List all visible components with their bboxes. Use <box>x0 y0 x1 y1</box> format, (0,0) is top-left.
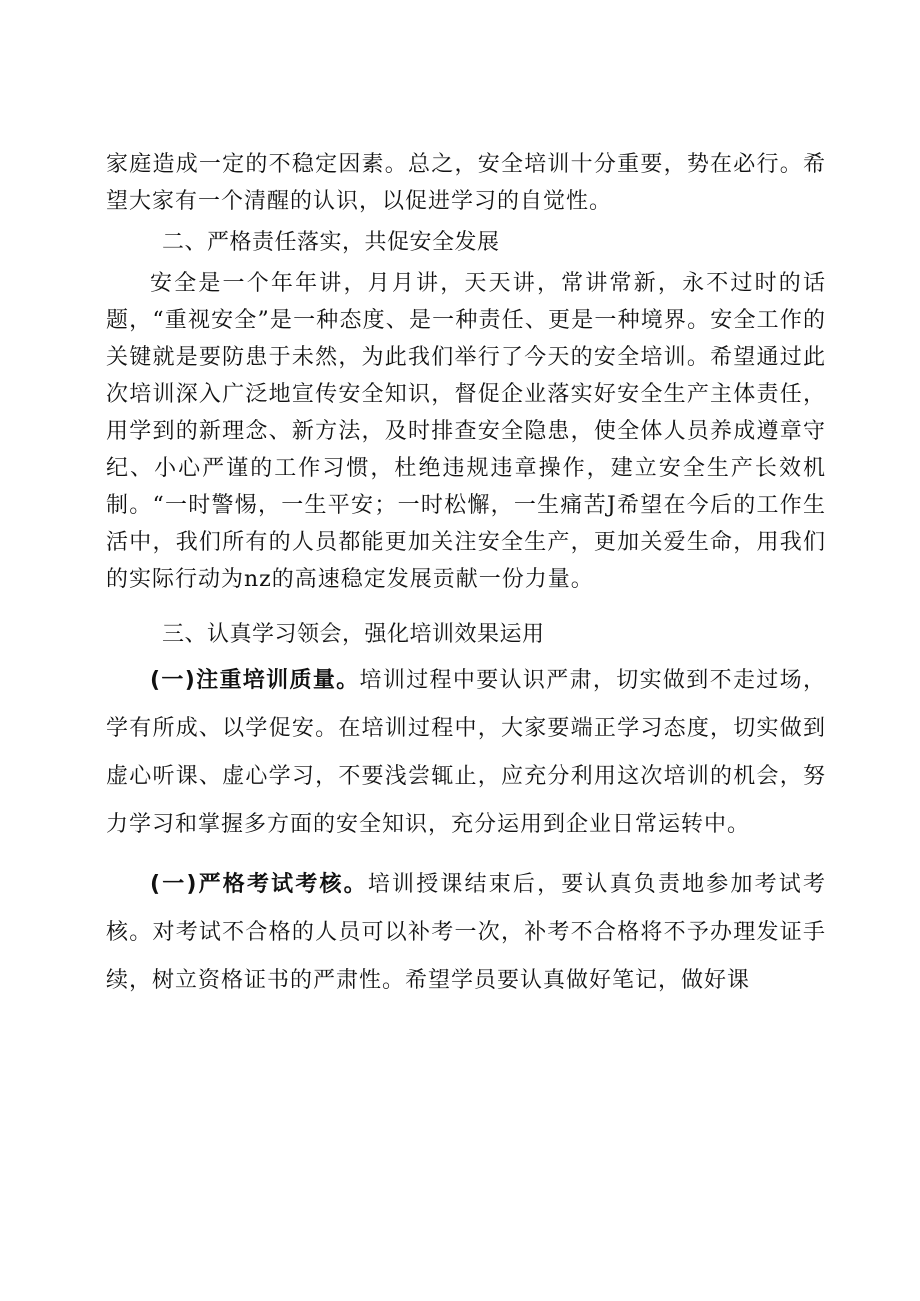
section-heading-3: 三、认真学习领会，强化培训效果运用 <box>162 622 545 647</box>
paragraph-training-quality <box>106 657 826 849</box>
paragraph-body-quality: 培训过程中要认识严肃，切实做到不走过场，学有所成、以学促安。在培训过程中，大家要端正学习态度，切实做到虚心听课、虚心学习，不要浅尝辄止，应充分利用这次培训的机会，努力学习和掌握多方面的安全知识，充分运用到企业日常运转中。 <box>106 668 826 837</box>
paragraph-lead-quality: (一)注重培训质量。 <box>150 668 360 693</box>
section-heading-2: 二、严格责任落实，共促安全发展 <box>162 230 500 255</box>
document-page <box>106 146 826 1005</box>
paragraph-lead-exam: (一)严格考试考核。 <box>150 872 368 897</box>
paragraph-exam-assessment <box>106 861 826 1005</box>
paragraph-continuation: 家庭造成一定的不稳定因素。总之，安全培训十分重要，势在必行。希望大家有一个清醒的认识，以促进学习的自觉性。 <box>106 152 826 214</box>
paragraph-section-2: 安全是一个年年讲，月月讲，天天讲，常讲常新，永不过时的话题，“重视安全”是一种态度、是一种责任、更是一种境界。安全工作的关键就是要防患于未然，为此我们举行了今天的安全培训。希望通过此次培训深入广泛地宣传安全知识，督促企业落实好安全生产主体责任，用学到的新理念、新方法，及时排查安全隐患，使全体人员养成遵章守纪、小心严谨的工作习惯，杜绝违规违章操作，建立安全生产长效机制。“一时警惕，一生平安；一时松懈，一生痛苦J希望在今后的工作生活中，我们所有的人员都能更加关注安全生产，更加关爱生命，用我们的实际行动为nz的高速稳定发展贡献一份力量。 <box>106 271 826 592</box>
paragraph-body-exam: 培训授课结束后，要认真负责地参加考试考核。对考试不合格的人员可以补考一次，补考不合格将不予办理发证手续，树立资格证书的严肃性。希望学员要认真做好笔记，做好课 <box>106 872 826 993</box>
